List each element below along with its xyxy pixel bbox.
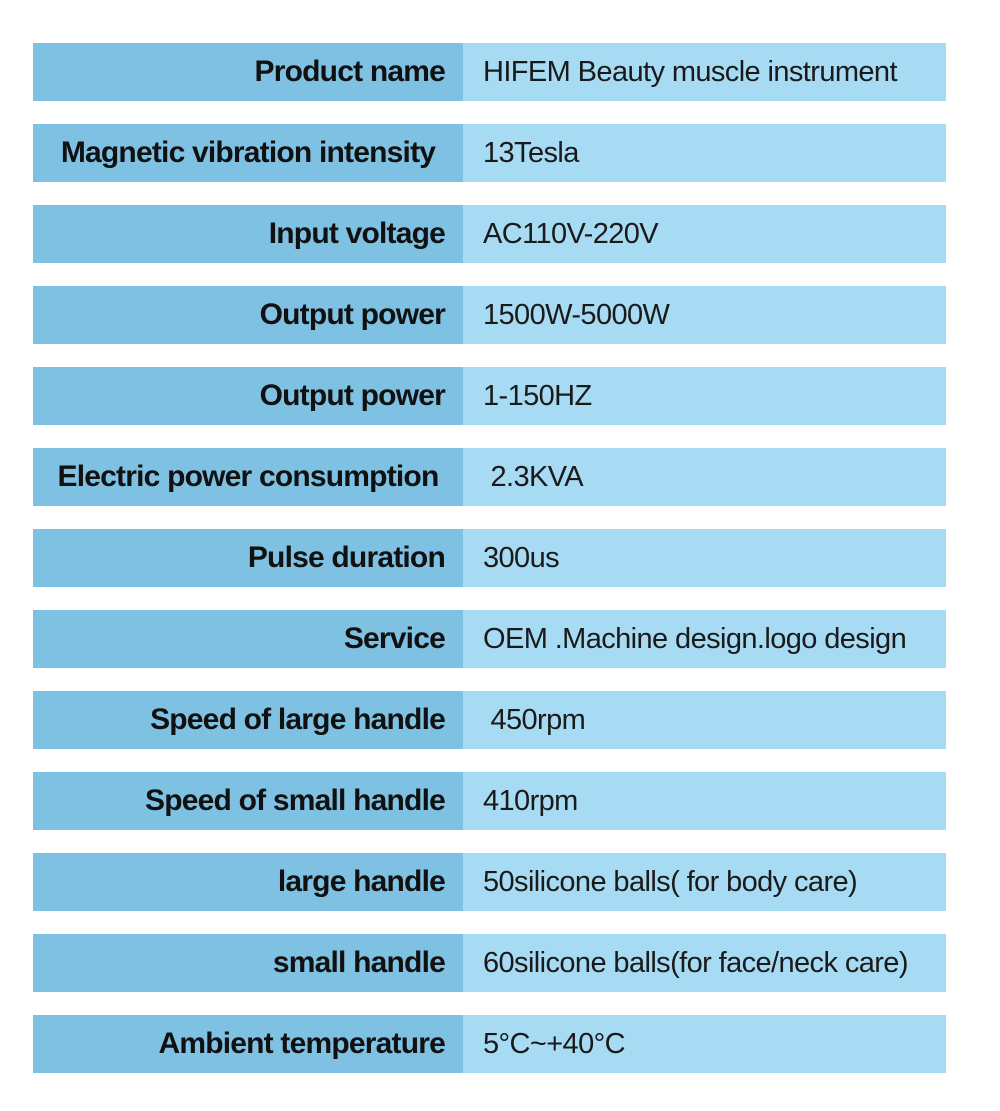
- spec-value: 60silicone balls(for face/neck care): [463, 934, 946, 992]
- spec-row-output-power: [33, 286, 946, 344]
- spec-value: 50silicone balls( for body care): [463, 853, 946, 911]
- spec-label: Output power: [33, 367, 463, 425]
- spec-row-output-frequency: [33, 367, 946, 425]
- spec-value: 13Tesla: [463, 124, 946, 182]
- spec-row-large-handle: [33, 853, 946, 911]
- spec-value: 450rpm: [463, 691, 946, 749]
- spec-value: 1500W-5000W: [463, 286, 946, 344]
- spec-label: Ambient temperature: [33, 1015, 463, 1073]
- spec-table: [33, 43, 946, 1096]
- spec-label: Output power: [33, 286, 463, 344]
- spec-value: AC110V-220V: [463, 205, 946, 263]
- spec-row-magnetic-vibration-intensity: [33, 124, 946, 182]
- spec-value: 410rpm: [463, 772, 946, 830]
- spec-value: 2.3KVA: [463, 448, 946, 506]
- spec-row-ambient-temperature: [33, 1015, 946, 1073]
- spec-value: 300us: [463, 529, 946, 587]
- spec-label: Service: [33, 610, 463, 668]
- spec-row-pulse-duration: [33, 529, 946, 587]
- spec-label: Speed of small handle: [33, 772, 463, 830]
- spec-row-electric-power-consumption: [33, 448, 946, 506]
- spec-value: 5°C~+40°C: [463, 1015, 946, 1073]
- spec-label: large handle: [33, 853, 463, 911]
- spec-label: small handle: [33, 934, 463, 992]
- spec-label: Speed of large handle: [33, 691, 463, 749]
- spec-value: 1-150HZ: [463, 367, 946, 425]
- spec-value: OEM .Machine design.logo design: [463, 610, 946, 668]
- spec-label: Magnetic vibration intensity: [33, 124, 463, 182]
- spec-row-product-name: [33, 43, 946, 101]
- spec-row-small-handle: [33, 934, 946, 992]
- spec-label: Product name: [33, 43, 463, 101]
- spec-row-input-voltage: [33, 205, 946, 263]
- spec-label: Input voltage: [33, 205, 463, 263]
- spec-label: Electric power consumption: [33, 448, 463, 506]
- spec-row-speed-large-handle: [33, 691, 946, 749]
- spec-row-service: [33, 610, 946, 668]
- spec-row-speed-small-handle: [33, 772, 946, 830]
- spec-label: Pulse duration: [33, 529, 463, 587]
- spec-value: HIFEM Beauty muscle instrument: [463, 43, 946, 101]
